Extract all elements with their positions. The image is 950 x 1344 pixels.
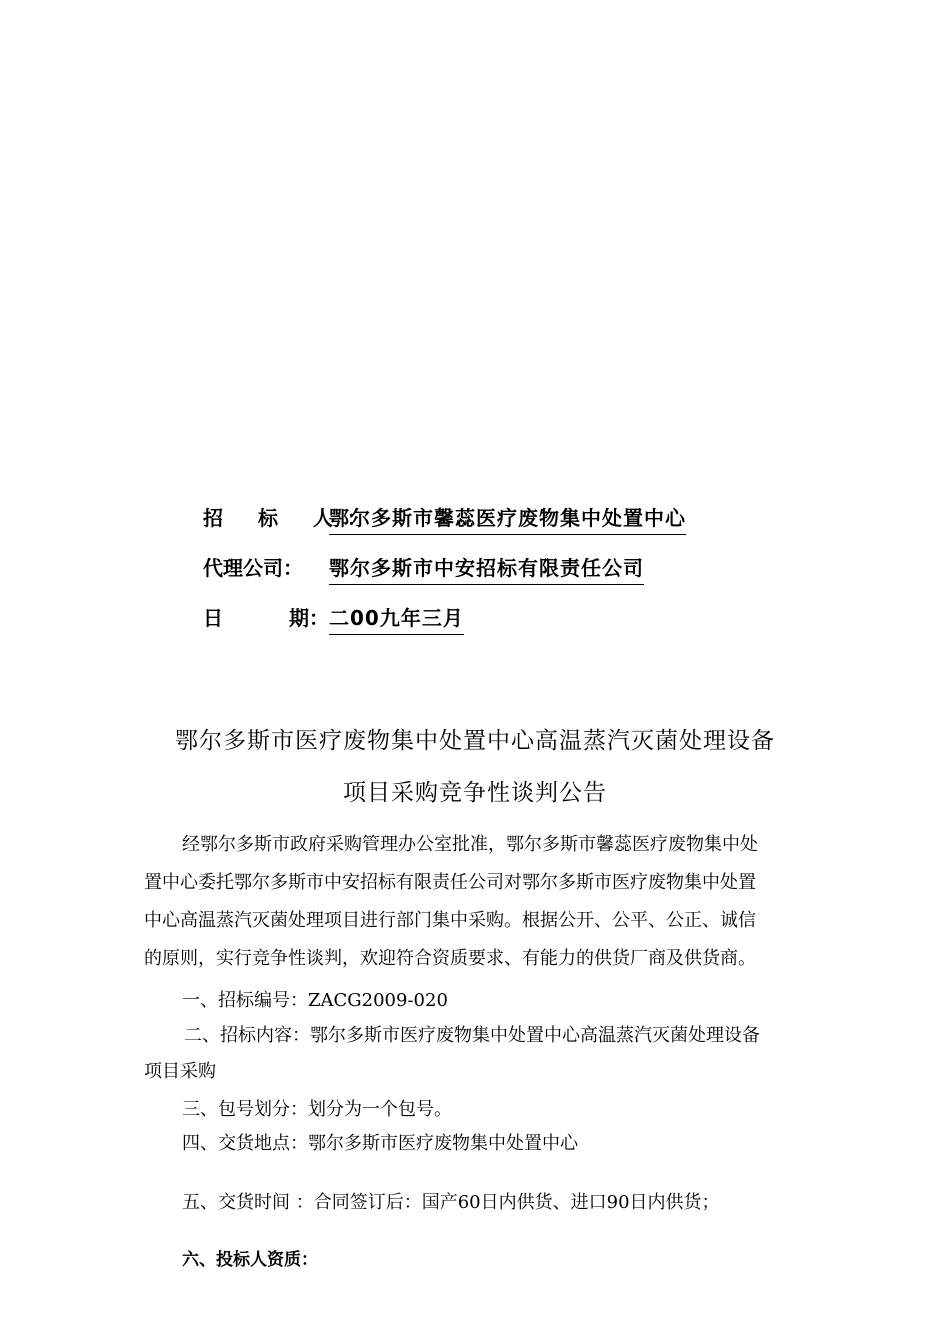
- item-tender-number: 一、招标编号：ZACG2009-020: [182, 990, 448, 1011]
- notice-title-line-2: 项目采购竞争性谈判公告: [343, 780, 607, 806]
- intro-line: 经鄂尔多斯市政府采购管理办公室批准，鄂尔多斯市馨蕊医疗废物集中处: [182, 834, 758, 855]
- intro-line: 的原则，实行竞争性谈判，欢迎符合资质要求、有能力的供货厂商及供货商。: [144, 948, 756, 969]
- notice-title-line-1: 鄂尔多斯市医疗废物集中处置中心高温蒸汽灭菌处理设备: [175, 728, 775, 754]
- tenderer-label: 招 标 人：: [203, 506, 381, 530]
- agency-label: 代理公司：: [203, 556, 303, 580]
- item-tender-content-continued: 项目采购: [144, 1061, 216, 1082]
- item-tender-content: 二、招标内容：鄂尔多斯市医疗废物集中处置中心高温蒸汽灭菌处理设备: [184, 1025, 760, 1046]
- date-label-part-a: 日: [203, 606, 223, 630]
- item-delivery-location: 四、交货地点：鄂尔多斯市医疗废物集中处置中心: [182, 1133, 578, 1154]
- intro-line: 置中心委托鄂尔多斯市中安招标有限责任公司对鄂尔多斯市医疗废物集中处置: [144, 872, 756, 893]
- item-bidder-qualification: 六、投标人资质：: [182, 1250, 318, 1270]
- date-value: 二00九年三月: [329, 602, 464, 635]
- intro-paragraph: [144, 826, 814, 978]
- date-label: [203, 602, 329, 631]
- intro-line: 中心高温蒸汽灭菌处理项目进行部门集中采购。根据公开、公平、公正、诚信: [144, 910, 756, 931]
- item-delivery-time: 五、交货时间 ：合同签订后：国产60日内供货、进口90日内供货；: [182, 1192, 720, 1213]
- tenderer-value: 鄂尔多斯市馨蕊医疗废物集中处置中心: [329, 502, 686, 535]
- item-package-division: 三、包号划分：划分为一个包号。: [182, 1099, 452, 1120]
- date-label-part-b: 期：: [289, 606, 329, 630]
- agency-value: 鄂尔多斯市中安招标有限责任公司: [329, 552, 644, 585]
